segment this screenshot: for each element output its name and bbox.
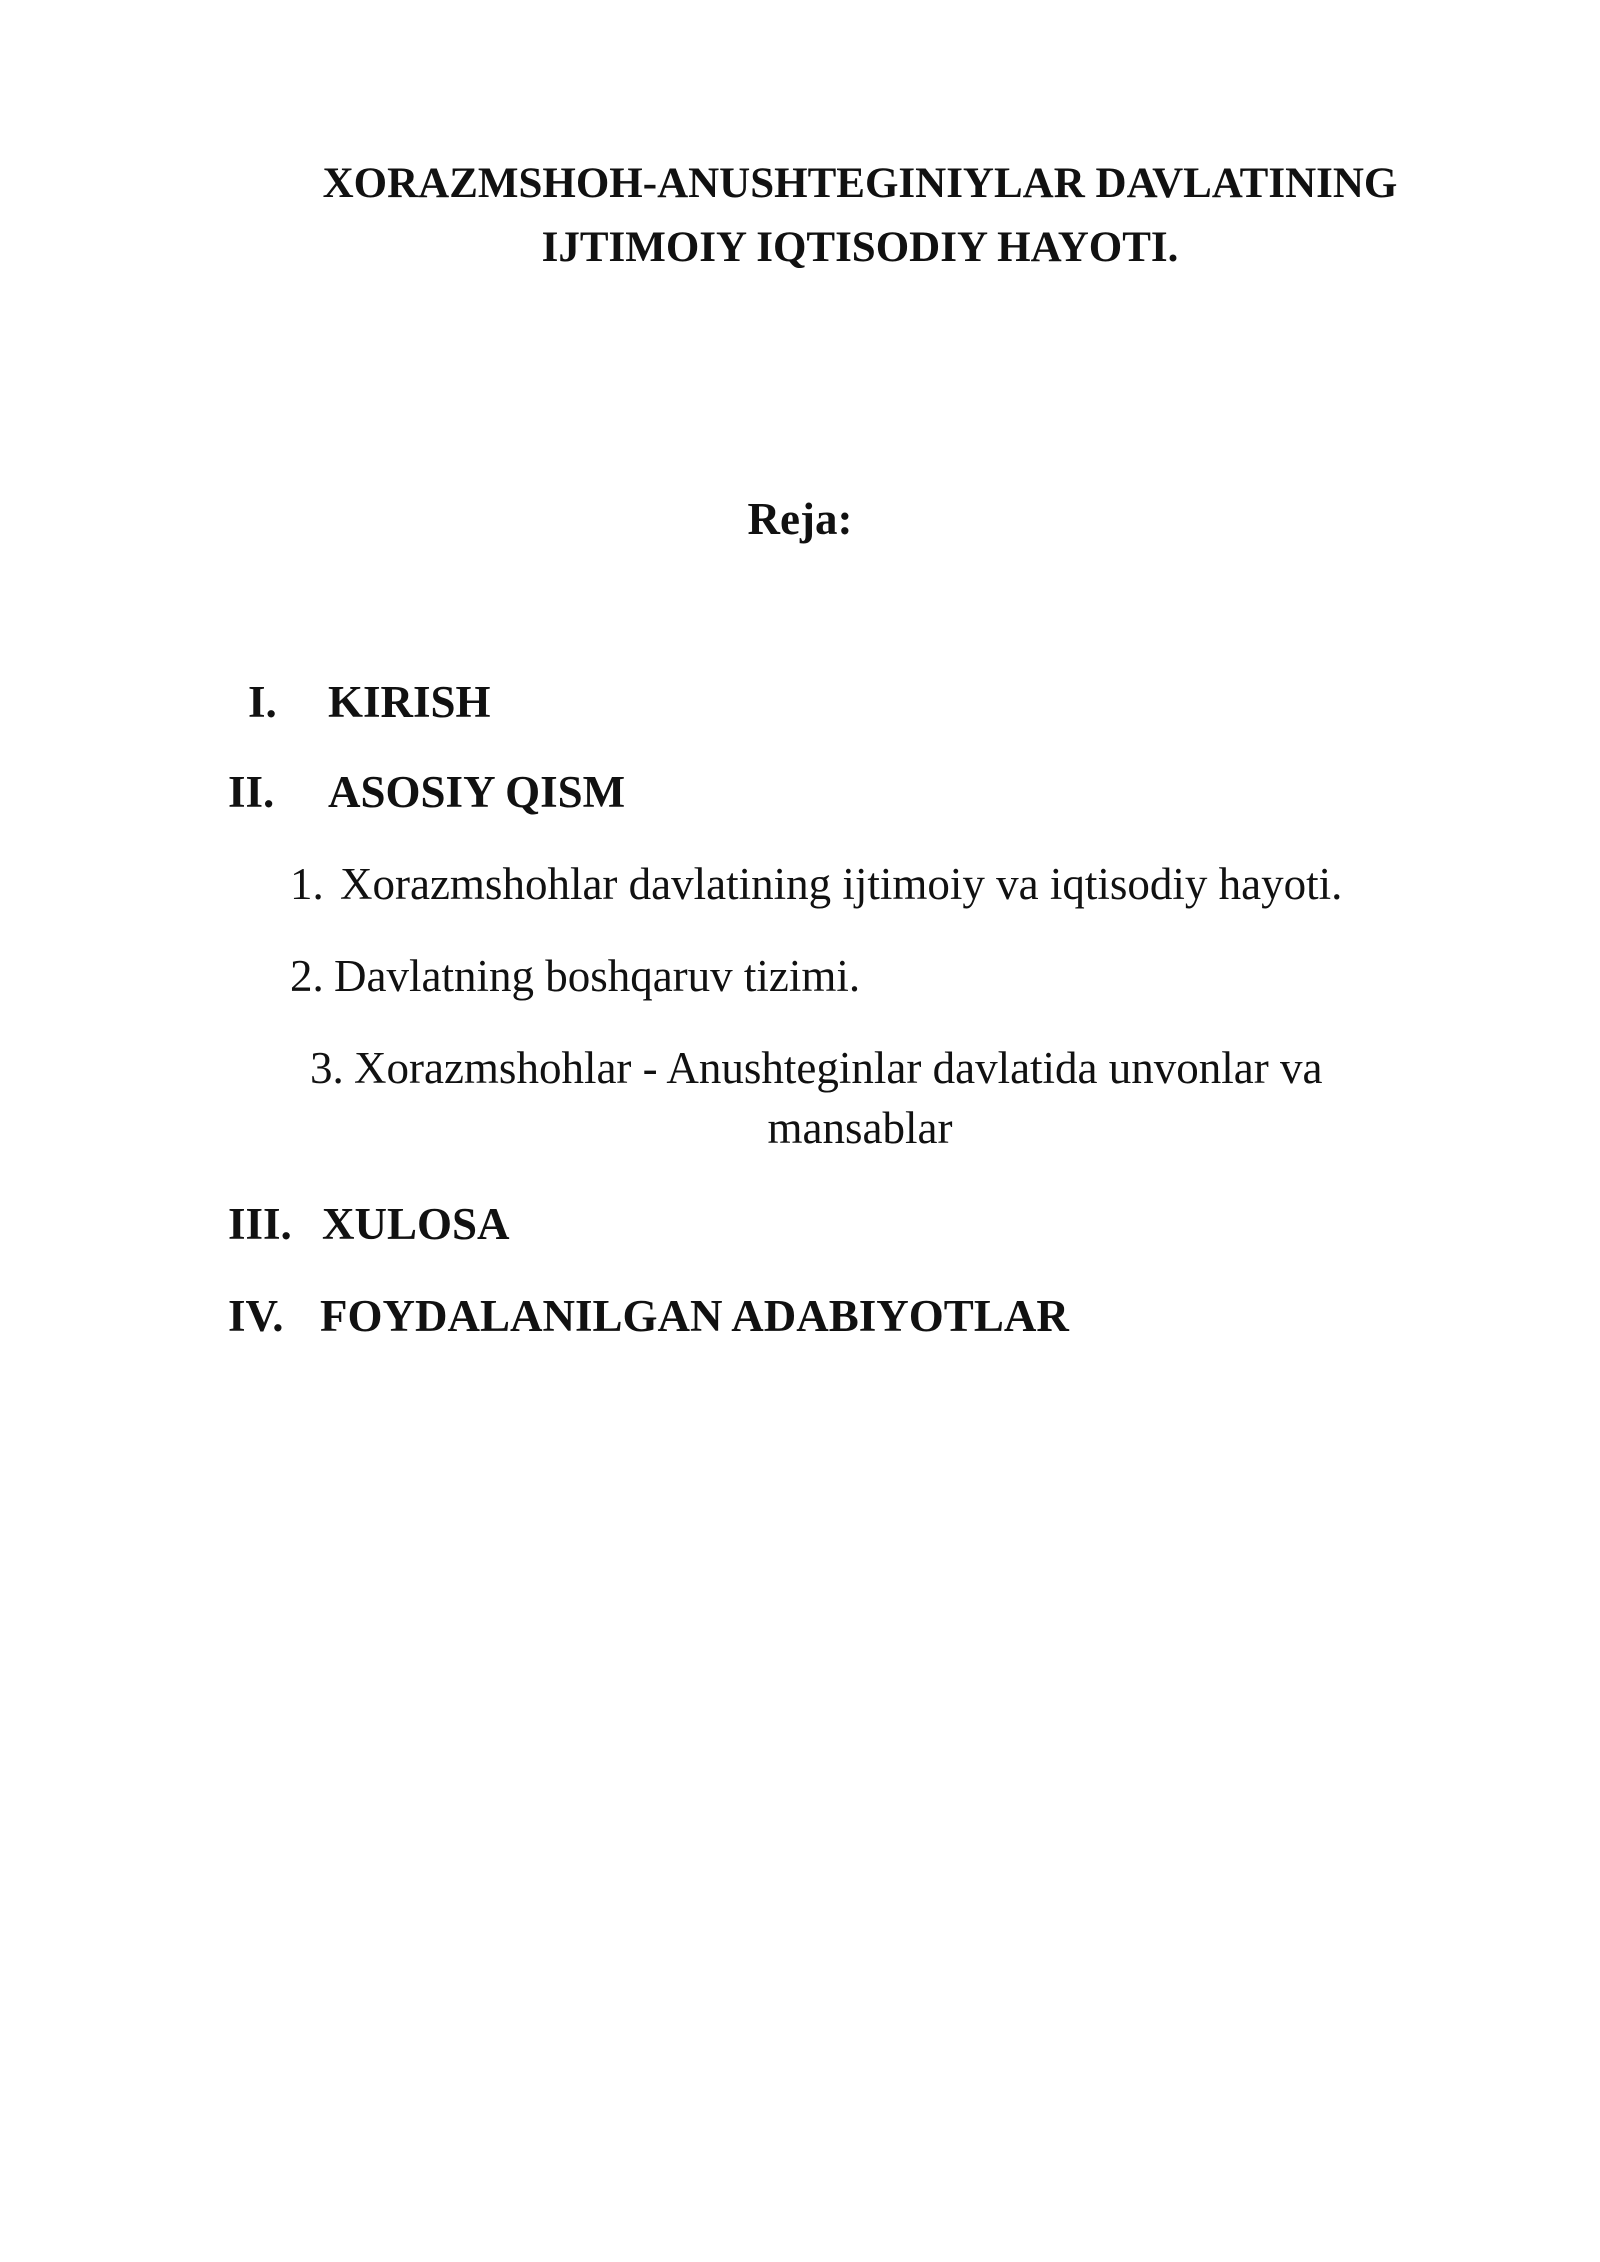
subitem-label: Davlatning boshqaruv tizimi.	[334, 951, 861, 1001]
section-number: III.	[228, 1199, 292, 1249]
subitem-3-continuation: mansablar	[767, 1103, 953, 1153]
section-number: I.	[248, 677, 277, 727]
subitem-number: 3.	[310, 1043, 344, 1093]
section-label: FOYDALANILGAN ADABIYOTLAR	[320, 1291, 1069, 1341]
subitem-label: Xorazmshohlar davlatining ijtimoiy va iqtisodiy hayoti.	[340, 859, 1343, 909]
section-number: II.	[228, 767, 275, 817]
document-title-line-2: IJTIMOIY IQTISODIY HAYOTI.	[541, 224, 1179, 271]
subitem-label: Xorazmshohlar - Anushteginlar davlatida unvonlar va	[354, 1043, 1323, 1093]
document-title-line-1: XORAZMSHOH-ANUSHTEGINIYLAR DAVLATINING	[322, 160, 1398, 207]
section-label: ASOSIY QISM	[328, 767, 626, 817]
plan-heading: Reja:	[747, 494, 853, 544]
section-label: KIRISH	[328, 677, 491, 727]
subitem-number: 2.	[290, 951, 324, 1001]
subitem-number: 1.	[290, 859, 324, 909]
section-label: XULOSA	[322, 1199, 510, 1249]
section-number: IV.	[228, 1291, 284, 1341]
